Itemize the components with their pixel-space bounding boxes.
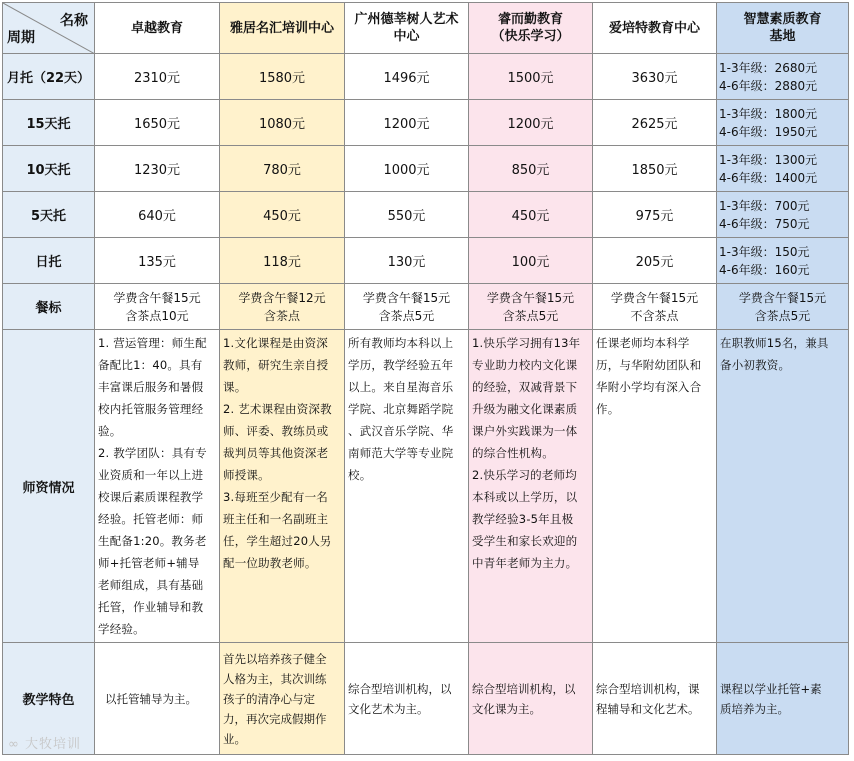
- meal-line: 学费含午餐15元: [738, 290, 827, 305]
- text-line: 作。: [596, 402, 620, 416]
- text-line: 综合型培训机构，以: [348, 681, 452, 696]
- institution-name: 雅居名汇培训中心: [229, 20, 334, 36]
- text-line: 课程以学业托管+素: [720, 681, 822, 696]
- grade-price-cell: [717, 54, 849, 100]
- price-row: [3, 146, 849, 192]
- meal-line: 不含茶点: [630, 308, 679, 323]
- text-line: 的综合性机构。: [472, 446, 554, 460]
- text-line: 验。: [98, 424, 122, 438]
- institution-name: 睿而勤教育: [497, 12, 563, 27]
- price-cell: 1650元: [95, 100, 220, 146]
- text-line: 业。: [223, 731, 246, 746]
- text-line: 在职教师15名，兼具: [720, 336, 829, 350]
- text-line: 华附小学均有深入合: [596, 380, 702, 394]
- text-line: 教学经验3-5年且极: [472, 512, 574, 526]
- text-line: 师授课。: [223, 468, 270, 482]
- price-cell: 130元: [345, 238, 469, 284]
- text-line: 生配备1:20。教务老: [98, 534, 207, 548]
- price-cell: 135元: [95, 238, 220, 284]
- text-line: 师、评委、教练员或: [223, 424, 329, 438]
- text-line: 以托管辅导为主。: [105, 691, 197, 706]
- text-line: 人格为主，其次训练: [223, 671, 327, 686]
- feature-cell: [717, 643, 849, 755]
- text-line: 任，学生超过20人另: [223, 534, 332, 548]
- institution-name-line2: 中心: [393, 29, 420, 44]
- feature-cell: [345, 643, 469, 755]
- name-header-label: 名称: [60, 13, 88, 29]
- text-line: 3.每班至少配有一名: [223, 490, 328, 504]
- price-row: [3, 238, 849, 284]
- meal-cell: [345, 284, 469, 330]
- teacher-cell: [717, 330, 849, 643]
- text-line: 学历，教学经验五年: [348, 358, 454, 372]
- text-line: 配一位助教老师。: [223, 556, 317, 570]
- period-header-label: 周期: [7, 30, 35, 46]
- price-cell: 1850元: [593, 146, 717, 192]
- price-cell: 100元: [469, 238, 593, 284]
- price-cell: 2310元: [95, 54, 220, 100]
- price-cell: 450元: [220, 192, 345, 238]
- grade-price-line: 4-6年级：1950元: [719, 124, 818, 139]
- feature-cell: [469, 643, 593, 755]
- text-line: 综合型培训机构，以: [472, 681, 576, 696]
- text-line: 程辅导和文化艺术。: [596, 701, 700, 716]
- text-line: 校。: [348, 468, 372, 482]
- watermark-logo-icon: ∞: [8, 737, 20, 752]
- text-line: 1.文化课程是由资深: [223, 336, 328, 350]
- price-row: [3, 100, 849, 146]
- price-cell: 1000元: [345, 146, 469, 192]
- text-line: 1.快乐学习拥有13年: [472, 336, 581, 350]
- comparison-table: [2, 2, 849, 755]
- meal-line: 学费含午餐12元: [238, 290, 326, 305]
- text-line: 、武汉音乐学院、华: [348, 424, 454, 438]
- text-line: 以上。来自星海音乐: [348, 380, 454, 394]
- text-line: 班主任和一名副班主: [223, 512, 329, 526]
- institution-name: 卓越教育: [130, 20, 183, 36]
- feature-row: [3, 643, 849, 755]
- teacher-cell: [345, 330, 469, 643]
- meal-cell: [95, 284, 220, 330]
- price-cell: 780元: [220, 146, 345, 192]
- corner-cell: [3, 3, 95, 54]
- institution-header: [95, 3, 220, 54]
- meal-line: 学费含午餐15元: [113, 290, 201, 305]
- text-line: 校内托管服务管理经: [98, 402, 204, 416]
- price-cell: 1200元: [469, 100, 593, 146]
- grade-price-line: 1-3年级：700元: [719, 198, 810, 213]
- meal-line: 学费含午餐15元: [486, 290, 575, 305]
- text-line: 南师范大学等专业院: [348, 446, 454, 460]
- teacher-cell: [593, 330, 717, 643]
- text-line: 1. 营运管理：师生配: [98, 336, 207, 350]
- row-header: 5天托: [3, 192, 95, 238]
- row-header: 月托（22天）: [3, 54, 95, 100]
- text-line: 经验。托管老师：师: [98, 512, 204, 526]
- price-cell: 550元: [345, 192, 469, 238]
- teacher-cell: [220, 330, 345, 643]
- meal-line: 含茶点5元: [502, 308, 559, 323]
- row-header: 日托: [3, 238, 95, 284]
- grade-price-line: 1-3年级：2680元: [719, 60, 818, 75]
- text-line: 2.快乐学习的老师均: [472, 468, 577, 482]
- price-cell: 850元: [469, 146, 593, 192]
- text-line: 备配比1：40。具有: [98, 358, 203, 372]
- institution-name-line2: （快乐学习）: [491, 29, 570, 44]
- grade-price-line: 4-6年级：1400元: [719, 170, 818, 185]
- text-line: 老师组成，具有基础: [98, 578, 204, 592]
- meal-row: [3, 284, 849, 330]
- meal-cell: [717, 284, 849, 330]
- text-line: 受学生和家长欢迎的: [472, 534, 578, 548]
- text-line: 文化艺术为主。: [348, 701, 429, 716]
- text-line: 丰富课后服务和暑假: [98, 380, 204, 394]
- row-header: 餐标: [3, 284, 95, 330]
- text-line: 课。: [223, 380, 247, 394]
- row-header: 10天托: [3, 146, 95, 192]
- institution-header: [220, 3, 345, 54]
- row-header: 教学特色: [3, 643, 95, 755]
- price-cell: 1080元: [220, 100, 345, 146]
- row-header: 师资情况: [3, 330, 95, 643]
- price-row: [3, 54, 849, 100]
- text-line: 孩子的清净心与定: [223, 691, 315, 706]
- price-cell: 2625元: [593, 100, 717, 146]
- meal-cell: [469, 284, 593, 330]
- text-line: 2. 教学团队：具有专: [98, 446, 207, 460]
- text-line: 师+托管老师+辅导: [98, 556, 200, 570]
- price-cell: 118元: [220, 238, 345, 284]
- text-line: 本科或以上学历，以: [472, 490, 578, 504]
- text-line: 的经验，双减背景下: [472, 380, 578, 394]
- text-line: 托管，作业辅导和教: [98, 600, 204, 614]
- text-line: 学经验。: [98, 622, 145, 636]
- feature-cell: [220, 643, 345, 755]
- text-line: 文化课为主。: [472, 701, 541, 716]
- grade-price-cell: [717, 146, 849, 192]
- grade-price-line: 1-3年级：1800元: [719, 106, 818, 121]
- institution-header: [345, 3, 469, 54]
- price-row: [3, 192, 849, 238]
- price-cell: 3630元: [593, 54, 717, 100]
- text-line: 2. 艺术课程由资深教: [223, 402, 332, 416]
- meal-line: 含茶点5元: [378, 308, 435, 323]
- grade-price-cell: [717, 192, 849, 238]
- price-cell: 640元: [95, 192, 220, 238]
- price-cell: 1500元: [469, 54, 593, 100]
- meal-line: 含茶点10元: [125, 308, 189, 323]
- price-cell: 975元: [593, 192, 717, 238]
- header-row: [3, 3, 849, 54]
- grade-price-cell: [717, 238, 849, 284]
- institution-name: 广州德莘树人艺术: [354, 12, 459, 27]
- text-line: 综合型培训机构，课: [596, 681, 700, 696]
- price-cell: 450元: [469, 192, 593, 238]
- text-line: 中青年老师为主力。: [472, 556, 578, 570]
- institution-header: [717, 3, 849, 54]
- institution-header: [593, 3, 717, 54]
- text-line: 校课后素质课程教学: [98, 490, 204, 504]
- text-line: 教师，研究生亲自授: [223, 358, 329, 372]
- text-line: 业资质和一年以上进: [98, 468, 204, 482]
- grade-price-line: 1-3年级：1300元: [719, 152, 818, 167]
- text-line: 力，再次完成假期作: [223, 711, 327, 726]
- grade-price-line: 4-6年级：750元: [719, 216, 810, 231]
- price-cell: 1496元: [345, 54, 469, 100]
- meal-line: 含茶点5元: [754, 308, 811, 323]
- grade-price-line: 1-3年级：150元: [719, 244, 810, 259]
- text-line: 课户外实践课为一体: [472, 424, 578, 438]
- row-header: 15天托: [3, 100, 95, 146]
- text-line: 质培养为主。: [720, 701, 789, 716]
- text-line: 任课老师均本科学: [596, 336, 690, 350]
- price-cell: 205元: [593, 238, 717, 284]
- grade-price-line: 4-6年级：160元: [719, 262, 810, 277]
- text-line: 首先以培养孩子健全: [223, 651, 327, 666]
- institution-name: 智慧素质教育: [743, 12, 822, 27]
- meal-line: 学费含午餐15元: [362, 290, 451, 305]
- teacher-cell: [95, 330, 220, 643]
- text-line: 裁判员等其他资深老: [223, 446, 329, 460]
- meal-line: 含茶点: [263, 308, 300, 323]
- text-line: 学院、北京舞蹈学院: [348, 402, 454, 416]
- institution-header: [469, 3, 593, 54]
- grade-price-line: 4-6年级：2880元: [719, 78, 818, 93]
- meal-cell: [220, 284, 345, 330]
- institution-name-line2: 基地: [769, 29, 796, 44]
- price-cell: 1230元: [95, 146, 220, 192]
- text-line: 所有教师均本科以上: [348, 336, 454, 350]
- feature-cell: [95, 643, 220, 755]
- meal-cell: [593, 284, 717, 330]
- text-line: 备小初教资。: [720, 358, 791, 372]
- price-cell: 1580元: [220, 54, 345, 100]
- watermark: [8, 733, 81, 752]
- grade-price-cell: [717, 100, 849, 146]
- feature-cell: [593, 643, 717, 755]
- teacher-cell: [469, 330, 593, 643]
- price-cell: 1200元: [345, 100, 469, 146]
- text-line: 专业助力校内文化课: [472, 358, 578, 372]
- text-line: 升级为融文化课素质: [472, 402, 578, 416]
- institution-name: 爱培特教育中心: [608, 20, 700, 36]
- meal-line: 学费含午餐15元: [610, 290, 699, 305]
- watermark-text: 大牧培训: [24, 737, 81, 752]
- text-line: 历，与华附幼团队和: [596, 358, 702, 372]
- teacher-row: [3, 330, 849, 643]
